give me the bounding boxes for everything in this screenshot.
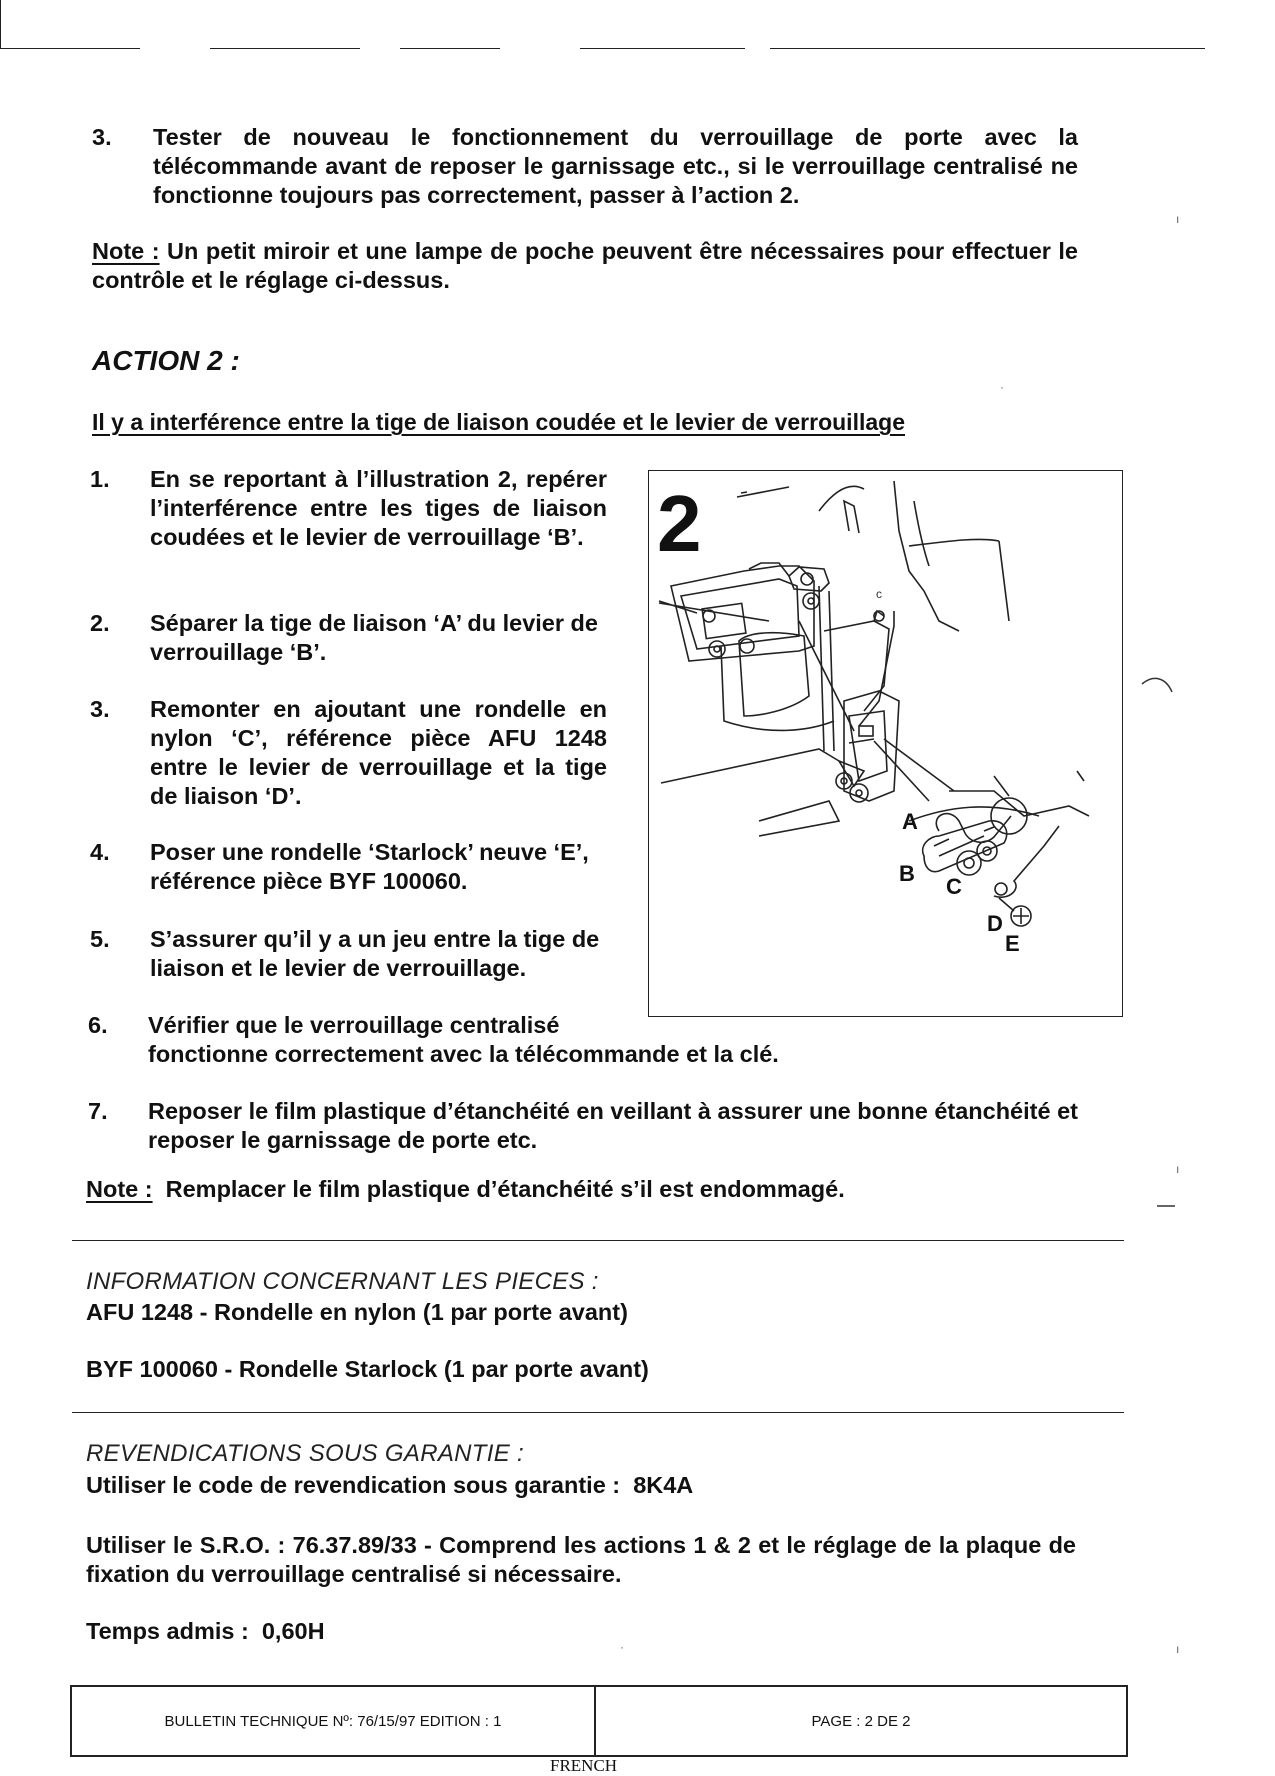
top-border-segment — [400, 48, 500, 49]
note-paragraph — [92, 237, 1078, 295]
illustration-2 — [648, 470, 1123, 1017]
step-number: 4. — [90, 839, 110, 865]
corner-mark — [0, 0, 1, 48]
top-border-segment — [0, 48, 140, 49]
scan-mark: ı — [1176, 1162, 1180, 1176]
parts-heading: INFORMATION CONCERNANT LES PIECES : — [86, 1268, 599, 1295]
section-heading: ACTION 2 : — [92, 345, 240, 376]
step-text: Séparer la tige de liaison ‘A’ du levier de verrouillage ‘B’. — [150, 610, 598, 665]
scan-mark: · — [1000, 380, 1004, 394]
scan-dash-mark — [1155, 1200, 1179, 1212]
parts-item: BYF 100060 - Rondelle Starlock (1 par porte avant) — [86, 1356, 649, 1382]
allowed-time-line: Temps admis : 0,60H — [86, 1618, 325, 1644]
top-border-segment — [210, 48, 360, 49]
section-subheading: Il y a interférence entre la tige de liaison coudée et le levier de verrouillage — [92, 409, 905, 435]
parts-item: AFU 1248 - Rondelle en nylon (1 par porte avant) — [86, 1299, 628, 1325]
step-number: 1. — [90, 466, 110, 492]
note-label: Note : — [86, 1176, 153, 1202]
scan-mark: ı — [1176, 212, 1180, 226]
step-number: 7. — [88, 1098, 108, 1124]
step-number: 2. — [90, 610, 110, 636]
step-text: Poser une rondelle ‘Starlock’ neuve ‘E’, référence pièce BYF 100060. — [150, 839, 589, 894]
step-number: 3. — [90, 696, 110, 722]
step-text: En se reportant à l’illustration 2, repérer l’interférence entre les tiges de liaison coudées et le levier de verrouillage ‘B’. — [150, 466, 607, 550]
step-number: 6. — [88, 1012, 108, 1038]
step-number: 3. — [92, 124, 112, 150]
step-text-line: Vérifier que le verrouillage centralisé — [148, 1012, 560, 1038]
figure-label-b: B — [899, 861, 915, 886]
note-text: Un petit miroir et une lampe de poche peuvent être nécessaires pour effectuer le contrôle et le réglage ci-dessus. — [92, 238, 1079, 293]
step-text: S’assurer qu’il y a un jeu entre la tige de liaison et le levier de verrouillage. — [150, 926, 600, 981]
step-text: Reposer le film plastique d’étanchéité en veillant à assurer une bonne étanchéité et reposer le garnissage de porte etc. — [148, 1098, 1078, 1153]
step-text: Tester de nouveau le fonctionnement du verrouillage de porte avec la télécommande avant de reposer le garnissage etc., si le verrouillage centralisé ne fonctionne toujours pas correctement, passer à l’action 2. — [153, 124, 1078, 208]
note-label: Note : — [92, 238, 160, 264]
step-text: Remonter en ajoutant une rondelle en nylon ‘C’, référence pièce AFU 1248 entre le levier de verrouillage et la tige de liaison ‘D’. — [150, 696, 607, 809]
figure-label-a: A — [902, 809, 918, 834]
step-text-line: fonctionne correctement avec la télécommande et la clé. — [148, 1041, 779, 1067]
section-divider — [72, 1412, 1124, 1413]
warranty-sro-line: Utiliser le S.R.O. : 76.37.89/33 - Comprend les actions 1 & 2 et le réglage de la plaque de fixation du verrouillage centralisé si nécessaire. — [86, 1532, 1076, 1587]
warranty-heading: REVENDICATIONS SOUS GARANTIE : — [86, 1440, 524, 1467]
top-border-segment — [580, 48, 745, 49]
warranty-code-line: Utiliser le code de revendication sous garantie : 8K4A — [86, 1472, 694, 1498]
figure-number: 2 — [657, 479, 702, 568]
page-number: PAGE : 2 DE 2 — [811, 1712, 911, 1730]
note-text: Remplacer le film plastique d’étanchéité s’il est endommagé. — [165, 1176, 845, 1202]
figure-label-c: C — [946, 874, 962, 899]
figure-label-small-c: c — [876, 587, 882, 601]
bulletin-reference: BULLETIN TECHNIQUE Nº: 76/15/97 EDITION : 1 — [72, 1687, 596, 1755]
scan-mark: · — [620, 1640, 624, 1654]
top-border-segment — [770, 48, 1205, 49]
scan-arc-mark — [1140, 670, 1180, 710]
scan-mark: ı — [1176, 1642, 1180, 1656]
door-lock-mechanism-drawing — [649, 471, 1122, 1016]
note-paragraph — [86, 1175, 845, 1204]
figure-label-d: D — [987, 911, 1003, 936]
figure-label-e: E — [1005, 931, 1020, 956]
step-number: 5. — [90, 926, 110, 952]
bulletin-footer — [70, 1685, 1128, 1757]
language-label: FRENCH — [550, 1756, 618, 1775]
section-divider — [72, 1240, 1124, 1241]
